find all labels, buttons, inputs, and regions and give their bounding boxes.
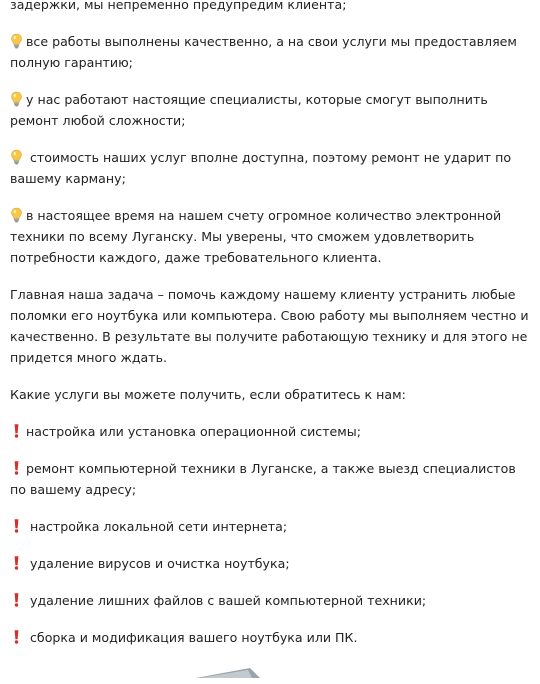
benefit-text: в настоящее время на нашем счету огромное количество электронной техники по всему Луганску. Мы уверены, что сможем удовлетворить потребности каждого, даже требовательного клиента.	[10, 208, 502, 265]
service-text: сборка и модификация вашего ноутбука или ПК.	[26, 630, 358, 645]
light-bulb-icon	[10, 207, 23, 223]
services-heading	[10, 384, 530, 405]
service-item	[10, 553, 530, 574]
service-text: удаление лишних файлов с вашей компьютерной техники;	[26, 593, 427, 608]
benefit-text: стоимость наших услуг вполне доступна, поэтому ремонт не ударит по вашему карману;	[10, 150, 512, 186]
intro-tail-text: задержки, мы непременно предупредим клиента;	[10, 0, 347, 12]
exclamation-mark-icon	[10, 460, 23, 476]
benefit-text: все работы выполнены качественно, а на свои услуги мы предоставляем полную гарантию;	[10, 34, 517, 70]
benefit-item	[10, 31, 530, 73]
service-text: удаление вирусов и очистка ноутбука;	[26, 556, 290, 571]
exclamation-mark-icon	[10, 518, 23, 534]
exclamation-mark-icon	[10, 555, 23, 571]
exclamation-mark-icon	[10, 423, 23, 439]
service-item	[10, 590, 530, 611]
benefit-item	[10, 205, 530, 268]
light-bulb-icon	[10, 33, 23, 49]
service-text: настройка или установка операционной системы;	[26, 424, 361, 439]
benefit-item	[10, 89, 530, 131]
service-item	[10, 458, 530, 500]
benefit-item	[10, 147, 530, 189]
benefit-text: у нас работают настоящие специалисты, которые смогут выполнить ремонт любой сложности;	[10, 92, 488, 128]
service-text: настройка локальной сети интернета;	[26, 519, 288, 534]
service-item	[10, 627, 530, 648]
main-task-paragraph	[10, 284, 530, 368]
post-body	[10, 0, 530, 664]
intro-tail	[10, 0, 530, 15]
service-item	[10, 516, 530, 537]
attached-image-preview[interactable]	[190, 658, 280, 678]
main-task-text: Главная наша задача – помочь каждому нашему клиенту устранить любые поломки его ноутбука или компьютера. Свою работу мы выполняем честно и качественно. В результате вы получите работающую технику и для этого не придется много ждать.	[10, 287, 529, 365]
service-text: ремонт компьютерной техники в Луганске, а также выезд специалистов по вашему адресу;	[10, 461, 516, 497]
light-bulb-icon	[10, 149, 23, 165]
exclamation-mark-icon	[10, 629, 23, 645]
service-item	[10, 421, 530, 442]
light-bulb-icon	[10, 91, 23, 107]
exclamation-mark-icon	[10, 592, 23, 608]
services-heading-text: Какие услуги вы можете получить, если обратитесь к нам:	[10, 387, 406, 402]
